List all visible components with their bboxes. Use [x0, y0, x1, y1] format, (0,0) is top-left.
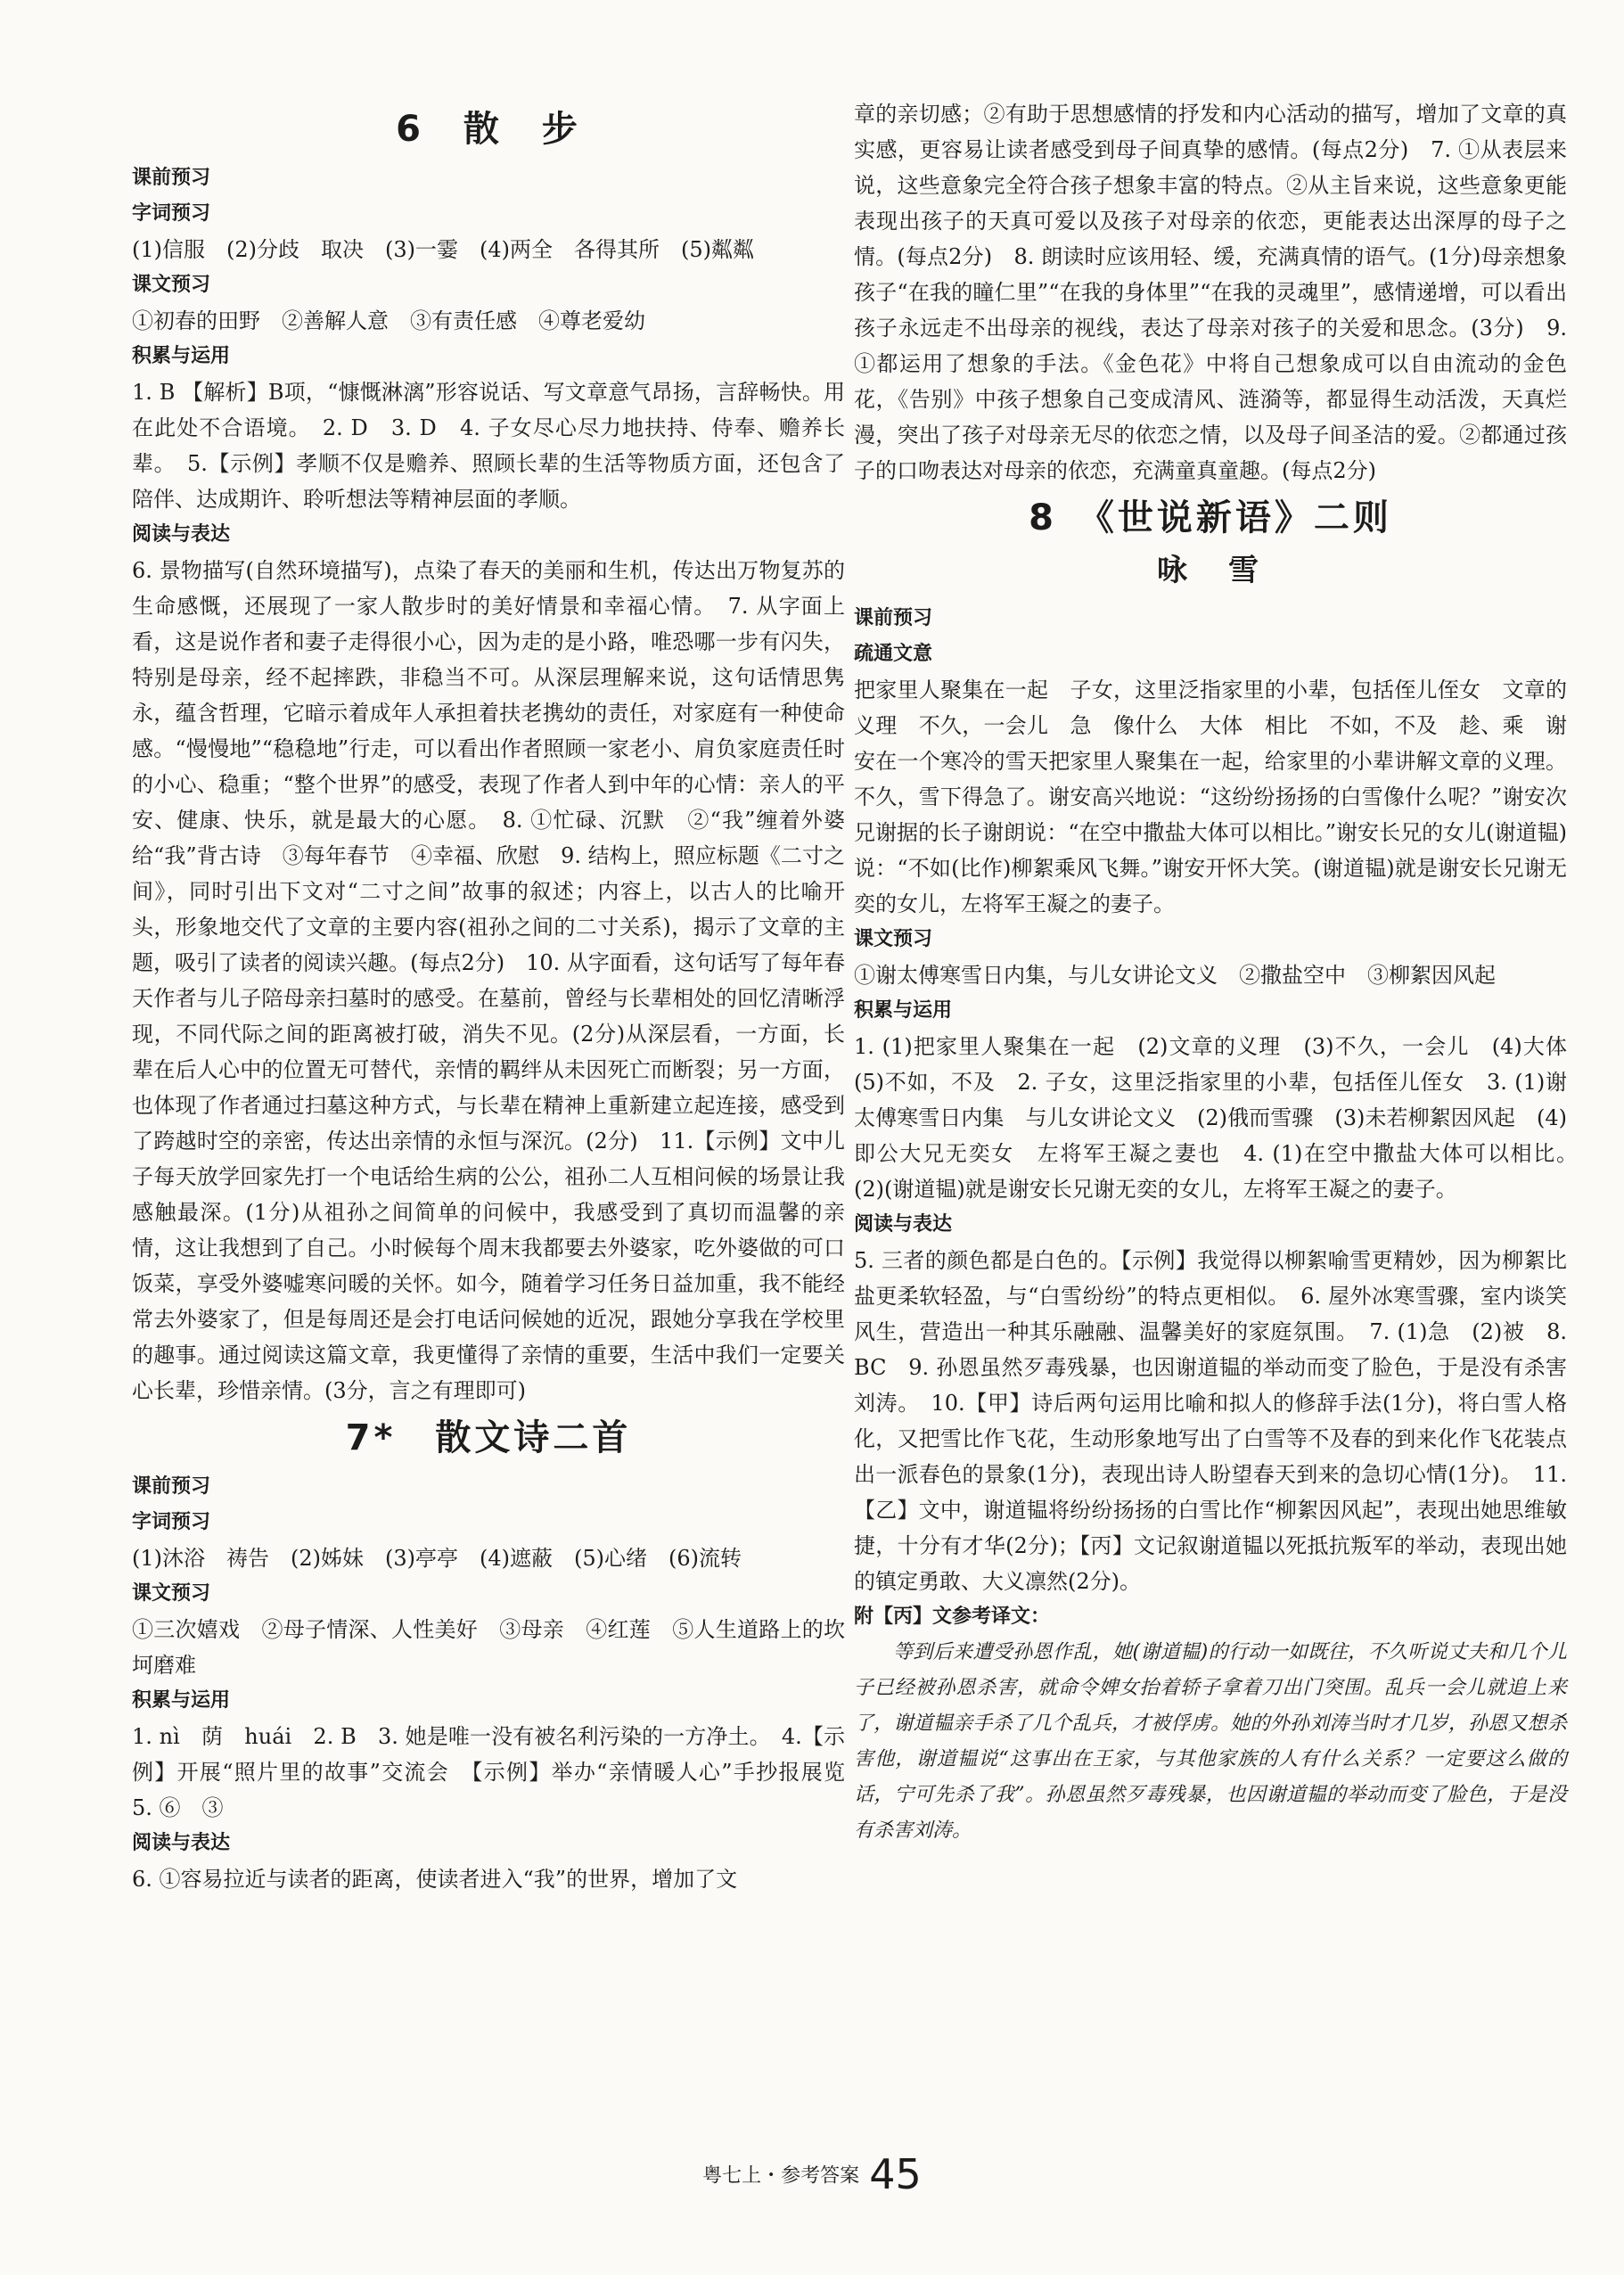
section-heading: 积累与运用 — [132, 345, 231, 367]
answer-text: 1. B 【解析】B项，“慷慨淋漓”形容说话、写文章意气昂扬，言辞畅快。用在此处不合语境。 2. D 3. D 4. 子女尽心尽力地扶持、侍奉、赡养长辈。 5.【示例】孝顺不仅是赡养、照顾长辈的生活等物质方面，还包含了陪伴、达成期许、聆听想法等精神层面的孝顺。 — [132, 380, 845, 512]
answer-text: ①谢太傅寒雪日内集，与儿女讲论文义 ②撒盐空中 ③柳絮因风起 — [854, 963, 1496, 988]
section-heading: 课前预习 — [854, 607, 933, 629]
translation-heading: 附【丙】文参考译文： — [854, 1606, 1051, 1628]
answer-text: (1)沐浴 祷告 (2)姊妹 (3)亭亭 (4)遮蔽 (5)心绪 (6)流转 — [132, 1546, 742, 1571]
footer-label: 粤七上・参考答案 — [702, 2164, 860, 2188]
section-heading: 积累与运用 — [132, 1689, 231, 1712]
section-heading: 课前预习 — [132, 1475, 211, 1498]
section-heading: 阅读与表达 — [132, 523, 231, 546]
lesson-title-6: 6 散 步 — [396, 109, 581, 150]
answer-text: 5. 三者的颜色都是白色的。【示例】我觉得以柳絮喻雪更精妙，因为柳絮比盐更柔软轻盈，与“白雪纷纷”的特点更相似。 6. 屋外冰寒雪骤，室内谈笑风生，营造出一种其乐融融、温馨美好的家庭氛围。 7. (1)急 (2)被 8. BC 9. 孙恩虽然歹毒残暴，也因谢道韫的举动而变了脸色，于是没有杀害刘涛。 10.【甲】诗后两句运用比喻和拟人的修辞手法(1分)，将白雪人格化，又把雪比作飞花，生动形象地写出了白雪等不及春的到来化作飞花装点出一派春色的景象(1分)，表现出诗人盼望春天到来的急切心情(1分)。 11.【乙】文中，谢道韫将纷纷扬扬的白雪比作“柳絮因风起”，表现出她思维敏捷，十分有才华(2分)；【丙】文记叙谢道韫以死抵抗叛军的举动，表现出她的镇定勇敢、大义凛然(2分)。 — [854, 1248, 1567, 1594]
section-heading: 阅读与表达 — [854, 1213, 953, 1236]
answer-text: ①三次嬉戏 ②母子情深、人性美好 ③母亲 ④红莲 ⑤人生道路上的坎坷磨难 — [132, 1617, 845, 1678]
lesson-title-7: 7* 散文诗二首 — [345, 1417, 632, 1458]
answer-text-continued: 章的亲切感；②有助于思想感情的抒发和内心活动的描写，增加了文章的真实感，更容易让读者感受到母子间真挚的感情。(每点2分) 7. ①从表层来说，这些意象完全符合孩子想象丰富的特点。②从主旨来说，这些意象更能表现出孩子的天真可爱以及孩子对母亲的依恋，更能表达出深厚的母子之情。(每点2分) 8. 朗读时应该用轻、缓，充满真情的语气。(1分)母亲想象孩子“在我的瞳仁里”“在我的身体里”“在我的灵魂里”，感情递增，可以看出孩子永远走不出母亲的视线，表达了母亲对孩子的关爱和思念。(3分) 9. ①都运用了想象的手法。《金色花》中将自己想象成可以自由流动的金色花，《告别》中孩子想象自己变成清风、涟漪等，都显得生动活泼，天真烂漫，突出了孩子对母亲无尽的依恋之情，以及母子间圣洁的爱。②都通过孩子的口吻表达对母亲的依恋，充满童真童趣。(每点2分) — [854, 102, 1567, 483]
section-heading: 课文预习 — [854, 928, 933, 950]
lesson-title-8: 8 《世说新语》二则 — [1029, 497, 1392, 538]
page-number: 45 — [869, 2150, 922, 2198]
section-heading: 阅读与表达 — [132, 1832, 231, 1854]
answer-text: (1)信服 (2)分歧 取决 (3)一霎 (4)两全 各得其所 (5)粼粼 — [132, 237, 754, 262]
lesson-subtitle: 咏 雪 — [1157, 553, 1264, 588]
right-column — [854, 96, 1588, 1849]
section-subheading: 疏通文意 — [854, 643, 933, 665]
answer-text: ①初春的田野 ②善解人意 ③有责任感 ④尊老爱幼 — [132, 308, 645, 333]
answer-text: 6. ①容易拉近与读者的距离，使读者进入“我”的世界，增加了文 — [132, 1867, 738, 1892]
page-footer — [0, 2150, 1624, 2198]
answer-text: 6. 景物描写(自然环境描写)，点染了春天的美丽和生机，传达出万物复苏的生命感慨，还展现了一家人散步时的美好情景和幸福心情。 7. 从字面上看，这是说作者和妻子走得很小心，因为走的是小路，唯恐哪一步有闪失，特别是母亲，经不起摔跌，非稳当不可。从深层理解来说，这句话情思隽永，蕴含哲理，它暗示着成年人承担着扶老携幼的责任，对家庭有一种使命感。“慢慢地”“稳稳地”行走，可以看出作者照顾一家老小、肩负家庭责任时的小心、稳重；“整个世界”的感受，表现了作者人到中年的心情：亲人的平安、健康、快乐，就是最大的心愿。 8. ①忙碌、沉默 ②“我”缠着外婆给“我”背古诗 ③每年春节 ④幸福、欣慰 9. 结构上，照应标题《二寸之间》，同时引出下文对“二寸之间”故事的叙述；内容上，以古人的比喻开头，形象地交代了文章的主要内容(祖孙之间的二寸关系)，揭示了文章的主题，吸引了读者的阅读兴趣。(每点2分) 10. 从字面看，这句话写了每年春天作者与儿子陪母亲扫墓时的感受。在墓前，曾经与长辈相处的回忆清晰浮现，不同代际之间的距离被打破，消失不见。(2分)从深层看，一方面，长辈在后人心中的位置无可替代，亲情的羁绊从未因死亡而断裂；另一方面，也体现了作者通过扫墓这种方式，与长辈在精神上重新建立起连接，感受到了跨越时空的亲密，传达出亲情的永恒与深沉。(2分) 11.【示例】文中儿子每天放学回家先打一个电话给生病的公公，祖孙二人互相问候的场景让我感触最深。(1分)从祖孙之间简单的问候中，我感受到了真切而温馨的亲情，这让我想到了自己。小时候每个周末我都要去外婆家，吃外婆做的可口饭菜，享受外婆嘘寒问暖的关怀。如今，随着学习任务日益加重，我不能经常去外婆家了，但是每周还是会打电话问候她的近况，跟她分享我在学校里的趣事。通过阅读这篇文章，我更懂得了亲情的重要，生活中我们一定要关心长辈，珍惜亲情。(3分，言之有理即可) — [132, 558, 845, 1403]
section-subheading: 字词预习 — [132, 1511, 211, 1533]
translation-text: 等到后来遭受孙恩作乱，她(谢道韫)的行动一如既往，不久听说丈夫和几个儿子已经被孙恩杀害，就命令婢女抬着轿子拿着刀出门突围。乱兵一会儿就追上来了，谢道韫亲手杀了几个乱兵，才被俘虏。她的外孙刘涛当时才几岁，孙恩又想杀害他，谢道韫说“这事出在王家，与其他家族的人有什么关系？一定要这么做的话，宁可先杀了我”。孙恩虽然歹毒残暴，也因谢道韫的举动而变了脸色，于是没有杀害刘涛。 — [854, 1641, 1567, 1842]
answer-text: 把家里人聚集在一起 子女，这里泛指家里的小辈，包括侄儿侄女 文章的义理 不久，一会儿 急 像什么 大体 相比 不如，不及 趁、乘 谢安在一个寒冷的雪天把家里人聚集在一起，给家里的小辈讲解文章的义理。不久，雪下得急了。谢安高兴地说：“这纷纷扬扬的白雪像什么呢？”谢安次兄谢据的长子谢朗说：“在空中撒盐大体可以相比。”谢安长兄的女儿(谢道韫)说：“不如(比作)柳絮乘风飞舞。”谢安开怀大笑。(谢道韫)就是谢安长兄谢无奕的女儿，左将军王凝之的妻子。 — [854, 678, 1567, 916]
section-subheading: 字词预习 — [132, 202, 211, 225]
answer-text: 1. (1)把家里人聚集在一起 (2)文章的义理 (3)不久，一会儿 (4)大体 (5)不如，不及 2. 子女，这里泛指家里的小辈，包括侄儿侄女 3. (1)谢太傅寒雪日内集 与儿女讲论文义 (2)俄而雪骤 (3)未若柳絮因风起 (4)即公大兄无奕女 左将军王凝之妻也 4. (1)在空中撒盐大体可以相比。 (2)(谢道韫)就是谢安长兄谢无奕的女儿，左将军王凝之的妻子。 — [854, 1034, 1588, 1202]
answer-text: 1. nì 荫 huái 2. B 3. 她是唯一没有被名利污染的一方净土。 4.【示例】开展“照片里的故事”交流会 【示例】举办“亲情暖人心”手抄报展览 5. ⑥ ③ — [132, 1724, 866, 1820]
section-heading: 课前预习 — [132, 167, 211, 189]
section-heading: 课文预习 — [132, 1582, 211, 1605]
section-heading: 积累与运用 — [854, 999, 953, 1022]
left-column — [132, 100, 866, 1897]
section-heading: 课文预习 — [132, 274, 211, 296]
